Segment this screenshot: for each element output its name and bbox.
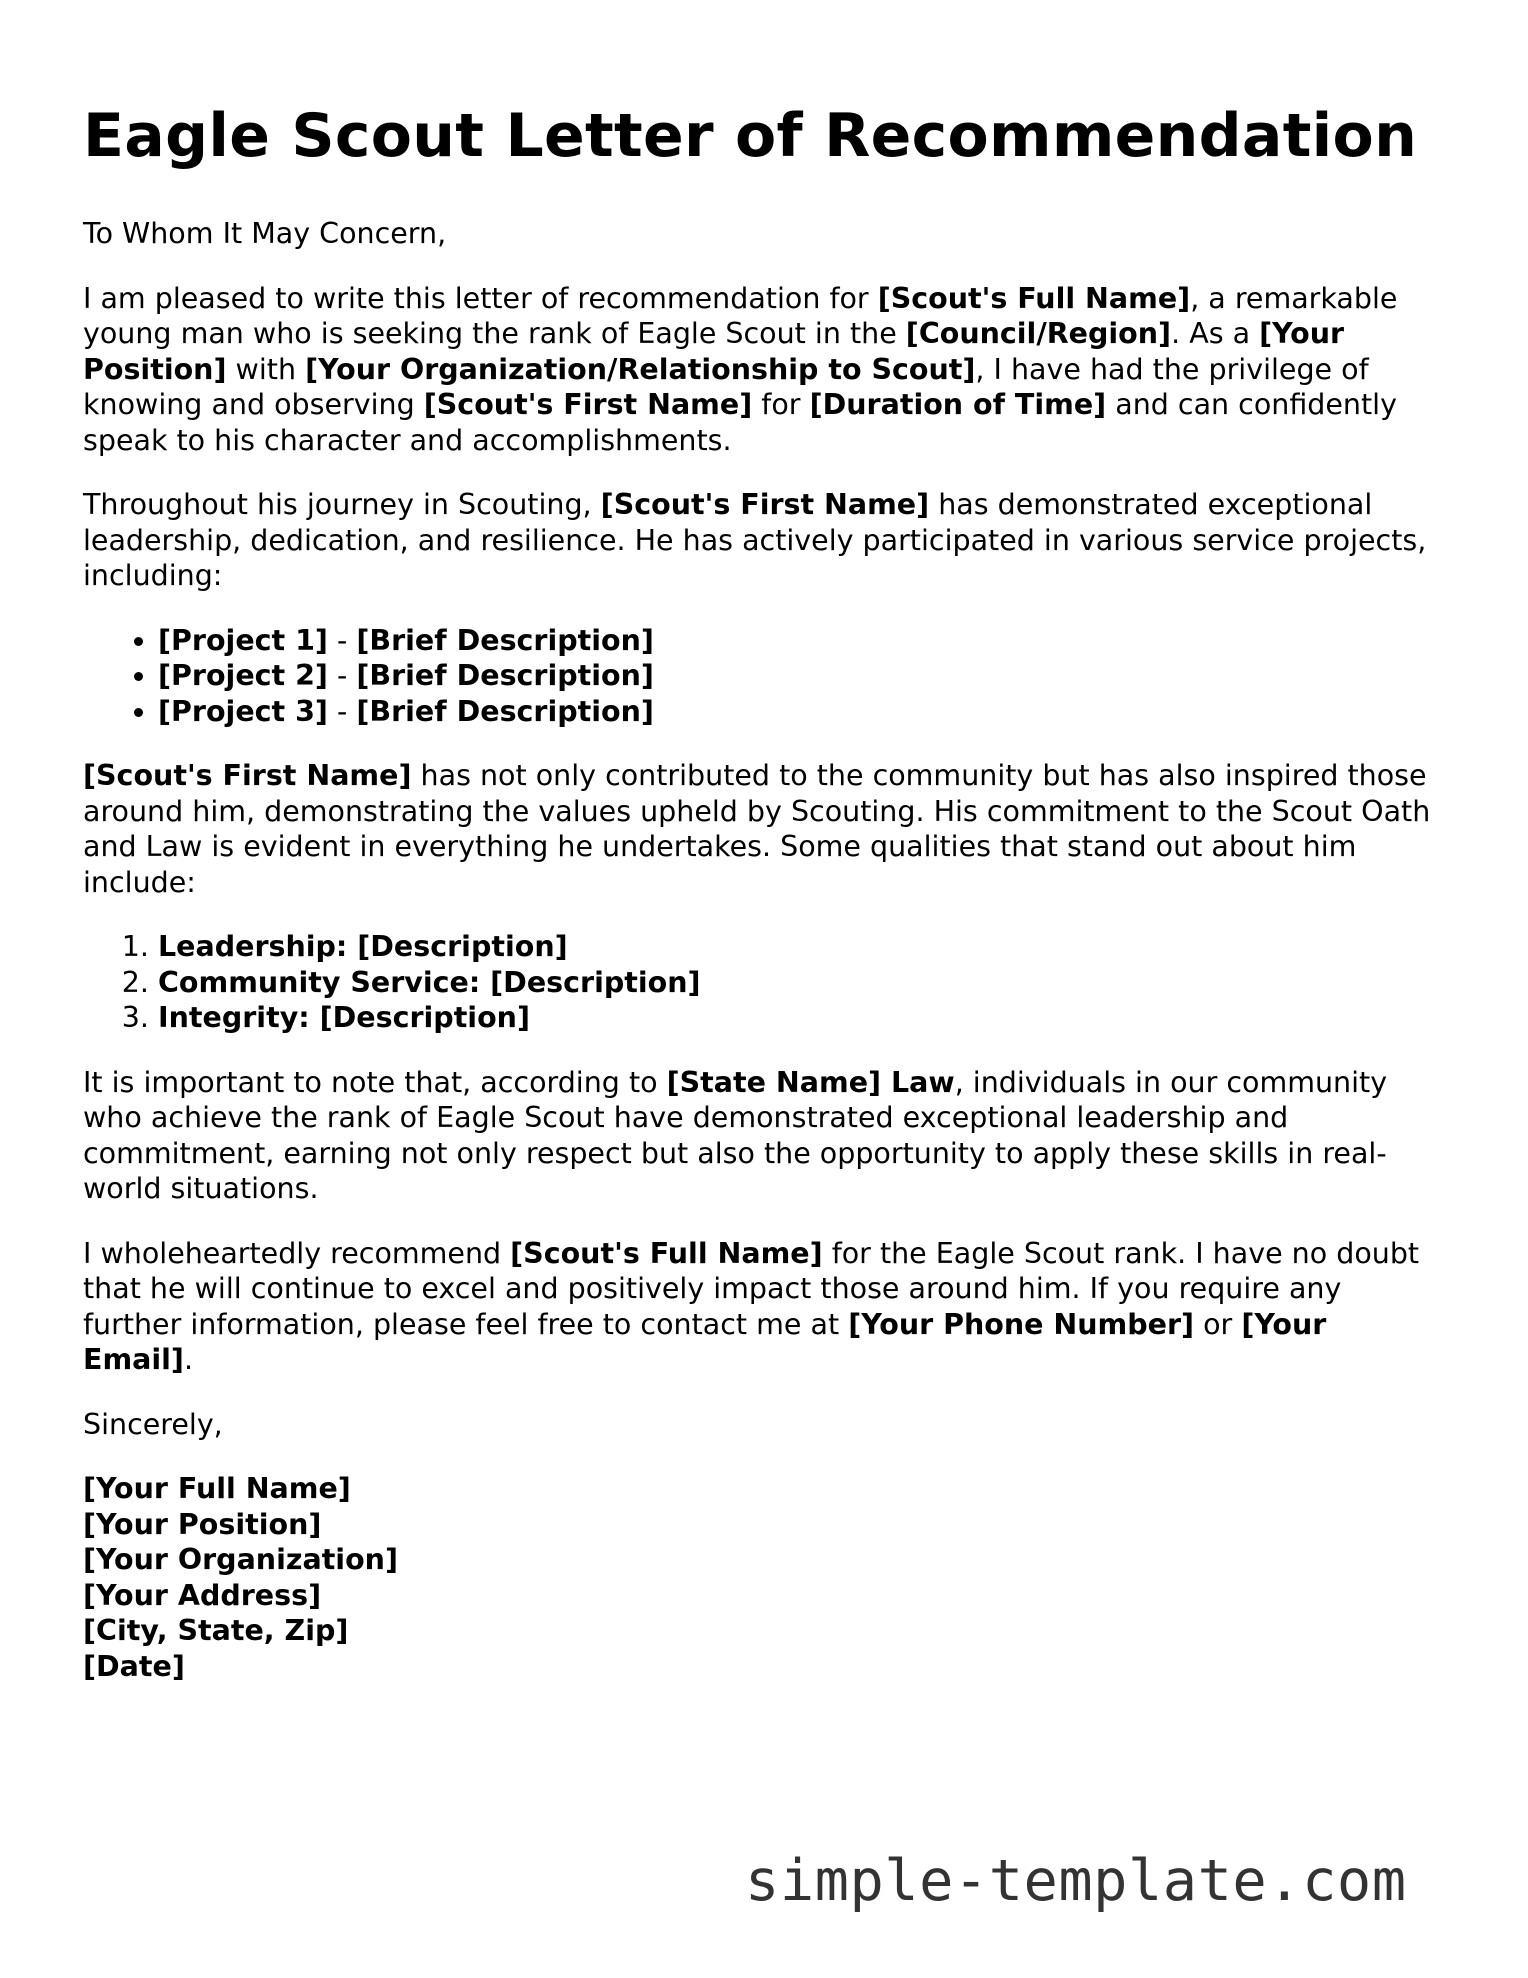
signature-block (83, 1471, 1443, 1684)
project-separator: - (327, 694, 357, 728)
signature-organization: [Your Organization] (83, 1543, 398, 1576)
signature-date: [Date] (83, 1649, 185, 1683)
intro-text-6: for (752, 388, 810, 421)
qualities-paragraph (83, 758, 1443, 900)
watermark: simple-template.com (745, 1848, 1407, 1914)
quality-label: Community Service: [Description] (158, 965, 701, 999)
recommend-text-2: for the Eagle Scout rank. I have no doubt that he will continue to excel and positively impact those around him. If you require any further information, please feel free to contact me at (83, 1236, 1420, 1341)
law-text-2: , individuals in our community who achieve the rank of Eagle Scout have demonstrated exceptional leadership and commitment, earning not only respect but also the opportunity to apply these skills in real-world situations. (83, 1065, 1388, 1205)
recommendation-paragraph (83, 1236, 1443, 1378)
list-item (158, 1000, 1443, 1036)
journey-text-1: Throughout his journey in Scouting, (83, 488, 601, 521)
recommend-text-3: or (1194, 1307, 1242, 1341)
placeholder-phone-number: [Your Phone Number] (848, 1307, 1195, 1341)
intro-text-3: . As a (1171, 317, 1260, 350)
placeholder-your-position: [Your Position] (83, 317, 1345, 386)
qualities-list (83, 929, 1443, 1036)
quality-label: Integrity: [Description] (158, 1001, 530, 1034)
intro-text-4: with (226, 352, 306, 386)
intro-text-2: , a remarkable young man who is seeking the rank of Eagle Scout in the (83, 281, 1398, 350)
project-separator: - (327, 623, 357, 657)
quality-label: Leadership: [Description] (158, 930, 568, 963)
project-description: [Brief Description] (356, 694, 654, 728)
projects-list (83, 623, 1443, 730)
law-paragraph (83, 1065, 1443, 1207)
project-name: [Project 3] (158, 694, 328, 728)
signature-address: [Your Address] (83, 1578, 322, 1612)
journey-text-2: has demonstrated exceptional leadership, dedication, and resilience. He has actively participated in various service projects, including: (83, 488, 1427, 592)
list-item (158, 965, 1443, 1001)
placeholder-scout-full-name: [Scout's Full Name] (510, 1236, 823, 1270)
list-item (158, 929, 1443, 965)
signature-city-state-zip: [City, State, Zip] (83, 1614, 349, 1647)
intro-text-1: I am pleased to write this letter of recommendation for (83, 281, 878, 315)
qualities-text: has not only contributed to the community but has also inspired those around him, demonstrating the values upheld by Scouting. His commitment to the Scout Oath and Law is evident in everything he undertakes. Some qualities that stand out about him include: (83, 759, 1431, 899)
placeholder-scout-first-name: [Scout's First Name] (600, 488, 930, 521)
journey-paragraph (83, 487, 1443, 594)
signature-full-name: [Your Full Name] (83, 1472, 351, 1505)
placeholder-scout-first-name: [Scout's First Name] (83, 759, 412, 792)
placeholder-scout-full-name: [Scout's Full Name] (877, 281, 1191, 315)
letter-page (83, 100, 1443, 1684)
recommend-text-4: . (183, 1343, 194, 1376)
intro-text-5: , I have had the privilege of knowing and observing (83, 352, 1369, 421)
placeholder-council-region: [Council/Region] (905, 317, 1172, 350)
list-item (158, 658, 1443, 694)
placeholder-organization-relationship: [Your Organization/Relationship to Scout] (305, 352, 976, 386)
placeholder-state-law: [State Name] Law (666, 1065, 955, 1099)
project-description: [Brief Description] (356, 659, 654, 692)
signature-position: [Your Position] (83, 1507, 322, 1541)
salutation: To Whom It May Concern, (83, 217, 447, 250)
placeholder-duration: [Duration of Time] (809, 388, 1107, 421)
project-name: [Project 2] (158, 659, 328, 692)
placeholder-scout-first-name: [Scout's First Name] (423, 388, 753, 421)
law-text-1: It is important to note that, according to (83, 1065, 667, 1099)
intro-paragraph (83, 281, 1443, 459)
recommend-text-1: I wholeheartedly recommend (83, 1236, 511, 1270)
list-item (158, 694, 1443, 730)
list-item (158, 623, 1443, 659)
page-title: Eagle Scout Letter of Recommendation (83, 101, 1418, 171)
intro-text-7: and can confidently speak to his character and accomplishments. (83, 388, 1397, 457)
placeholder-email: [Your Email] (83, 1307, 1327, 1376)
closing: Sincerely, (83, 1407, 223, 1441)
project-description: [Brief Description] (356, 623, 654, 657)
project-separator: - (327, 659, 357, 692)
project-name: [Project 1] (158, 623, 328, 657)
